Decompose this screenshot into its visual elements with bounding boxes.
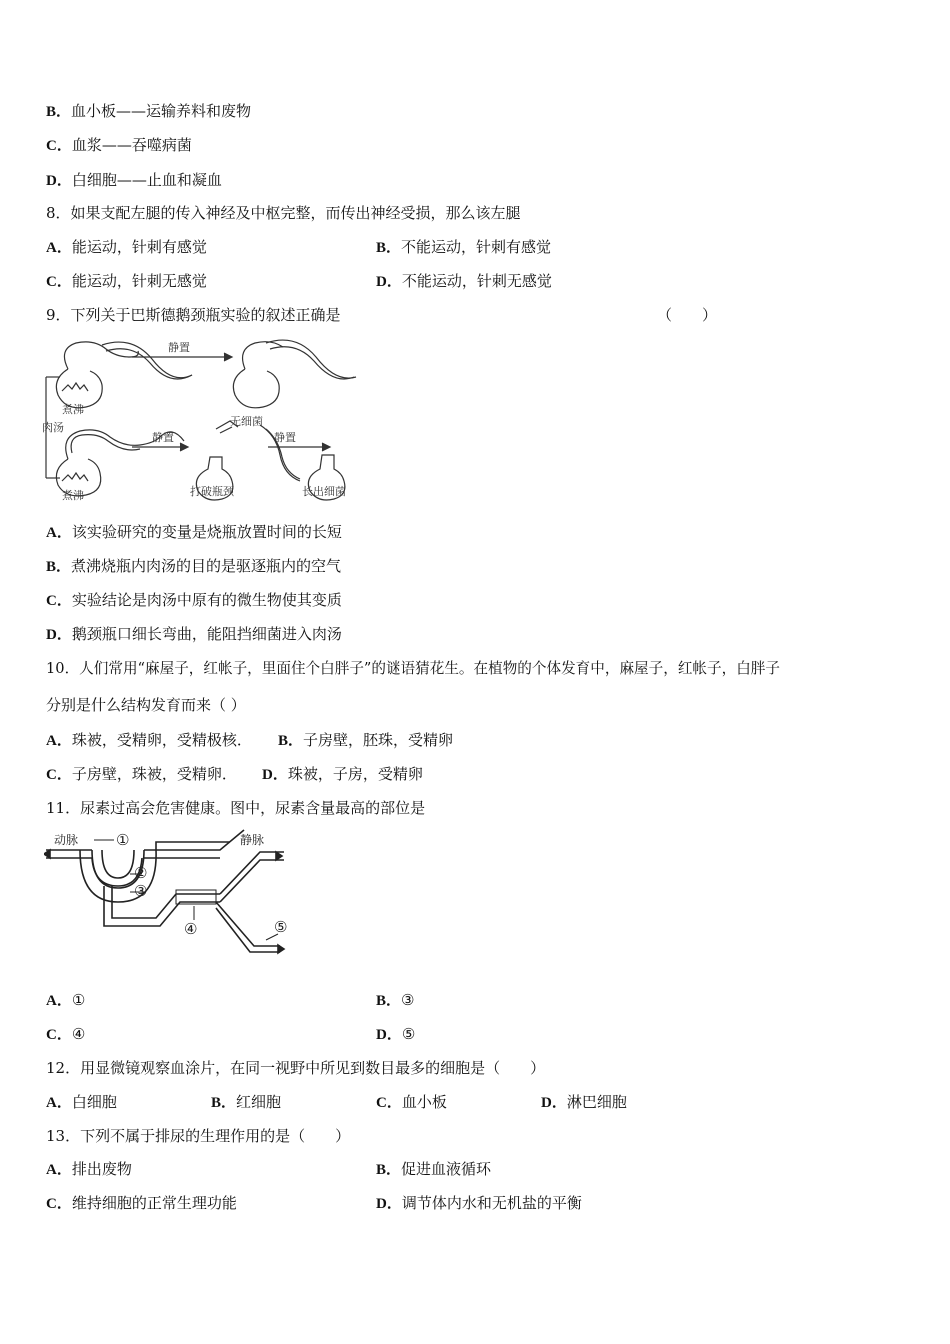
label-still-1: 静置 [168,341,190,354]
q13-stem: 13．下列不属于排尿的生理作用的是（ ） [46,1127,351,1145]
nephron-figure [44,826,304,966]
q13-option-b-text: 促进血液循环 [401,1160,492,1178]
q11-option-a-letter: A． [46,993,72,1009]
q12-option-c-letter: C． [376,1095,402,1111]
label-still-2: 静置 [152,431,174,444]
q10-option-b [278,730,453,751]
q9-option-a [46,522,342,543]
q13-option-d [376,1193,582,1214]
q7-option-b-letter: B． [46,104,72,120]
q7-option-d [46,170,222,191]
q10-option-d [262,764,423,785]
q8-stem: 8．如果支配左腿的传入神经及中枢完整，而传出神经受损，那么该左腿 [46,204,521,222]
q11-option-c [46,1024,85,1045]
q11-option-a-text: ① [71,991,86,1009]
q7-option-d-text: 白细胞——止血和凝血 [71,171,222,189]
q10-stem-line-2: 分别是什么结构发育而来（ ） [46,696,246,714]
q7-option-c-letter: C． [46,138,72,154]
q12-option-b [211,1092,281,1113]
burner-bottom [62,473,88,481]
q10-option-c-letter: C． [46,767,72,783]
label-artery: 动脉 [54,833,79,847]
q8-option-a-text: 能运动，针刺有感觉 [71,238,207,256]
q8-option-d-letter: D． [376,274,402,290]
label-num-5: ⑤ [274,918,288,936]
q8-option-b-letter: B． [376,240,402,256]
q9-option-d-text: 鹅颈瓶口细长弯曲，能阻挡细菌进入肉汤 [71,625,342,643]
q9-option-b-text: 煮沸烧瓶内肉汤的目的是驱逐瓶内的空气 [71,557,342,575]
q13-option-c [46,1193,237,1214]
q8-option-a [46,237,207,258]
q13-option-b [376,1159,491,1180]
q9-option-d-letter: D． [46,627,72,643]
q11-option-d-letter: D． [376,1027,402,1043]
q7-option-b-text: 血小板——运输养料和废物 [71,102,252,120]
q7-option-c [46,135,192,156]
q11-stem: 11．尿素过高会危害健康。图中，尿素含量最高的部位是 [46,799,426,817]
q12-option-c [376,1092,447,1113]
q10-option-d-letter: D． [262,767,288,783]
q9-option-a-text: 该实验研究的变量是烧瓶放置时间的长短 [71,523,342,541]
tubule [104,886,220,926]
q10-option-a-letter: A． [46,733,72,749]
q8-option-c-text: 能运动，针刺无感觉 [71,272,207,290]
q10-option-b-letter: B． [278,733,304,749]
label-boil-bottom: 煮沸 [62,489,84,502]
q11-option-d-text: ⑤ [401,1025,416,1043]
q10-option-d-text: 珠被，子房，受精卵 [287,765,423,783]
label-num-2: ② [134,864,148,882]
q11-option-b-text: ③ [401,991,415,1009]
q11-option-a [46,990,85,1011]
q13-option-d-letter: D． [376,1196,402,1212]
q10-option-a-text: 珠被，受精卵，受精极核． [71,731,252,749]
q12-option-d [541,1092,627,1113]
q13-option-a-letter: A． [46,1162,72,1178]
label-no-bacteria: 无细菌 [230,415,263,428]
q9-option-b [46,556,341,577]
q9-option-a-letter: A． [46,525,72,541]
q9-option-c [46,590,342,611]
q10-option-c [46,764,237,785]
q13-option-a-text: 排出废物 [71,1160,132,1178]
q12-option-a-letter: A． [46,1095,72,1111]
q11-option-d [376,1024,415,1045]
flask-top-right [233,369,279,408]
q10-option-a [46,730,252,751]
q11-option-c-letter: C． [46,1027,72,1043]
label-num-4: ④ [184,920,198,938]
q13-option-d-text: 调节体内水和无机盐的平衡 [401,1194,582,1212]
q13-option-a [46,1159,132,1180]
q13-option-c-text: 维持细胞的正常生理功能 [71,1194,237,1212]
q9-option-b-letter: B． [46,559,72,575]
label-vein: 静脉 [240,833,265,847]
q8-option-b-text: 不能运动，针刺有感觉 [401,238,552,256]
q12-option-d-text: 淋巴细胞 [566,1093,627,1111]
q7-option-d-letter: D． [46,173,72,189]
q8-option-d [376,271,552,292]
q8-option-c-letter: C． [46,274,72,290]
label-broth: 肉汤 [42,421,64,434]
swan-neck-flask-figure [40,333,360,503]
label-still-3: 静置 [274,431,296,444]
q9-option-c-text: 实验结论是肉汤中原有的微生物使其变质 [71,591,342,609]
q12-option-a-text: 白细胞 [71,1093,117,1111]
label-num-1: ① [116,831,130,849]
q9-answer-paren: （ ） [657,306,718,324]
q12-stem: 12．用显微镜观察血涂片，在同一视野中所见到数目最多的细胞是（ ） [46,1059,546,1077]
label-boil-top: 煮沸 [62,403,84,416]
q8-option-d-text: 不能运动，针刺无感觉 [401,272,552,290]
q12-option-b-text: 红细胞 [236,1093,282,1111]
q12-option-a [46,1092,117,1113]
q11-option-b-letter: B． [376,993,402,1009]
q10-option-c-text: 子房壁，珠被，受精卵． [71,765,237,783]
q9-stem: 9．下列关于巴斯德鹅颈瓶实验的叙述正确是 [46,306,341,324]
q9-option-d [46,624,342,645]
label-num-3: ③ [134,882,148,900]
q10-stem-line-1: 10．人们常用“麻屋子，红帐子，里面住个白胖子”的谜语猜花生。在植物的个体发育中，麻屋子，红帐子，白胖子 [46,660,780,677]
flask-top-left [64,342,138,369]
label-bacteria-grow: 长出细菌 [302,485,346,498]
q12-option-b-letter: B． [211,1095,237,1111]
q13-option-c-letter: C． [46,1196,72,1212]
q8-option-c [46,271,207,292]
q10-option-b-text: 子房壁，胚珠，受精卵 [303,731,454,749]
q12-option-c-text: 血小板 [401,1093,447,1111]
q9-option-c-letter: C． [46,593,72,609]
q11-option-b [376,990,414,1011]
burner-top [62,383,88,391]
q13-option-b-letter: B． [376,1162,402,1178]
label-break-neck: 打破瓶颈 [190,485,234,498]
q8-option-a-letter: A． [46,240,72,256]
q8-option-b [376,237,551,258]
q11-option-c-text: ④ [71,1025,86,1043]
q7-option-b [46,101,251,122]
q12-option-d-letter: D． [541,1095,567,1111]
q7-option-c-text: 血浆——吞噬病菌 [71,136,192,154]
